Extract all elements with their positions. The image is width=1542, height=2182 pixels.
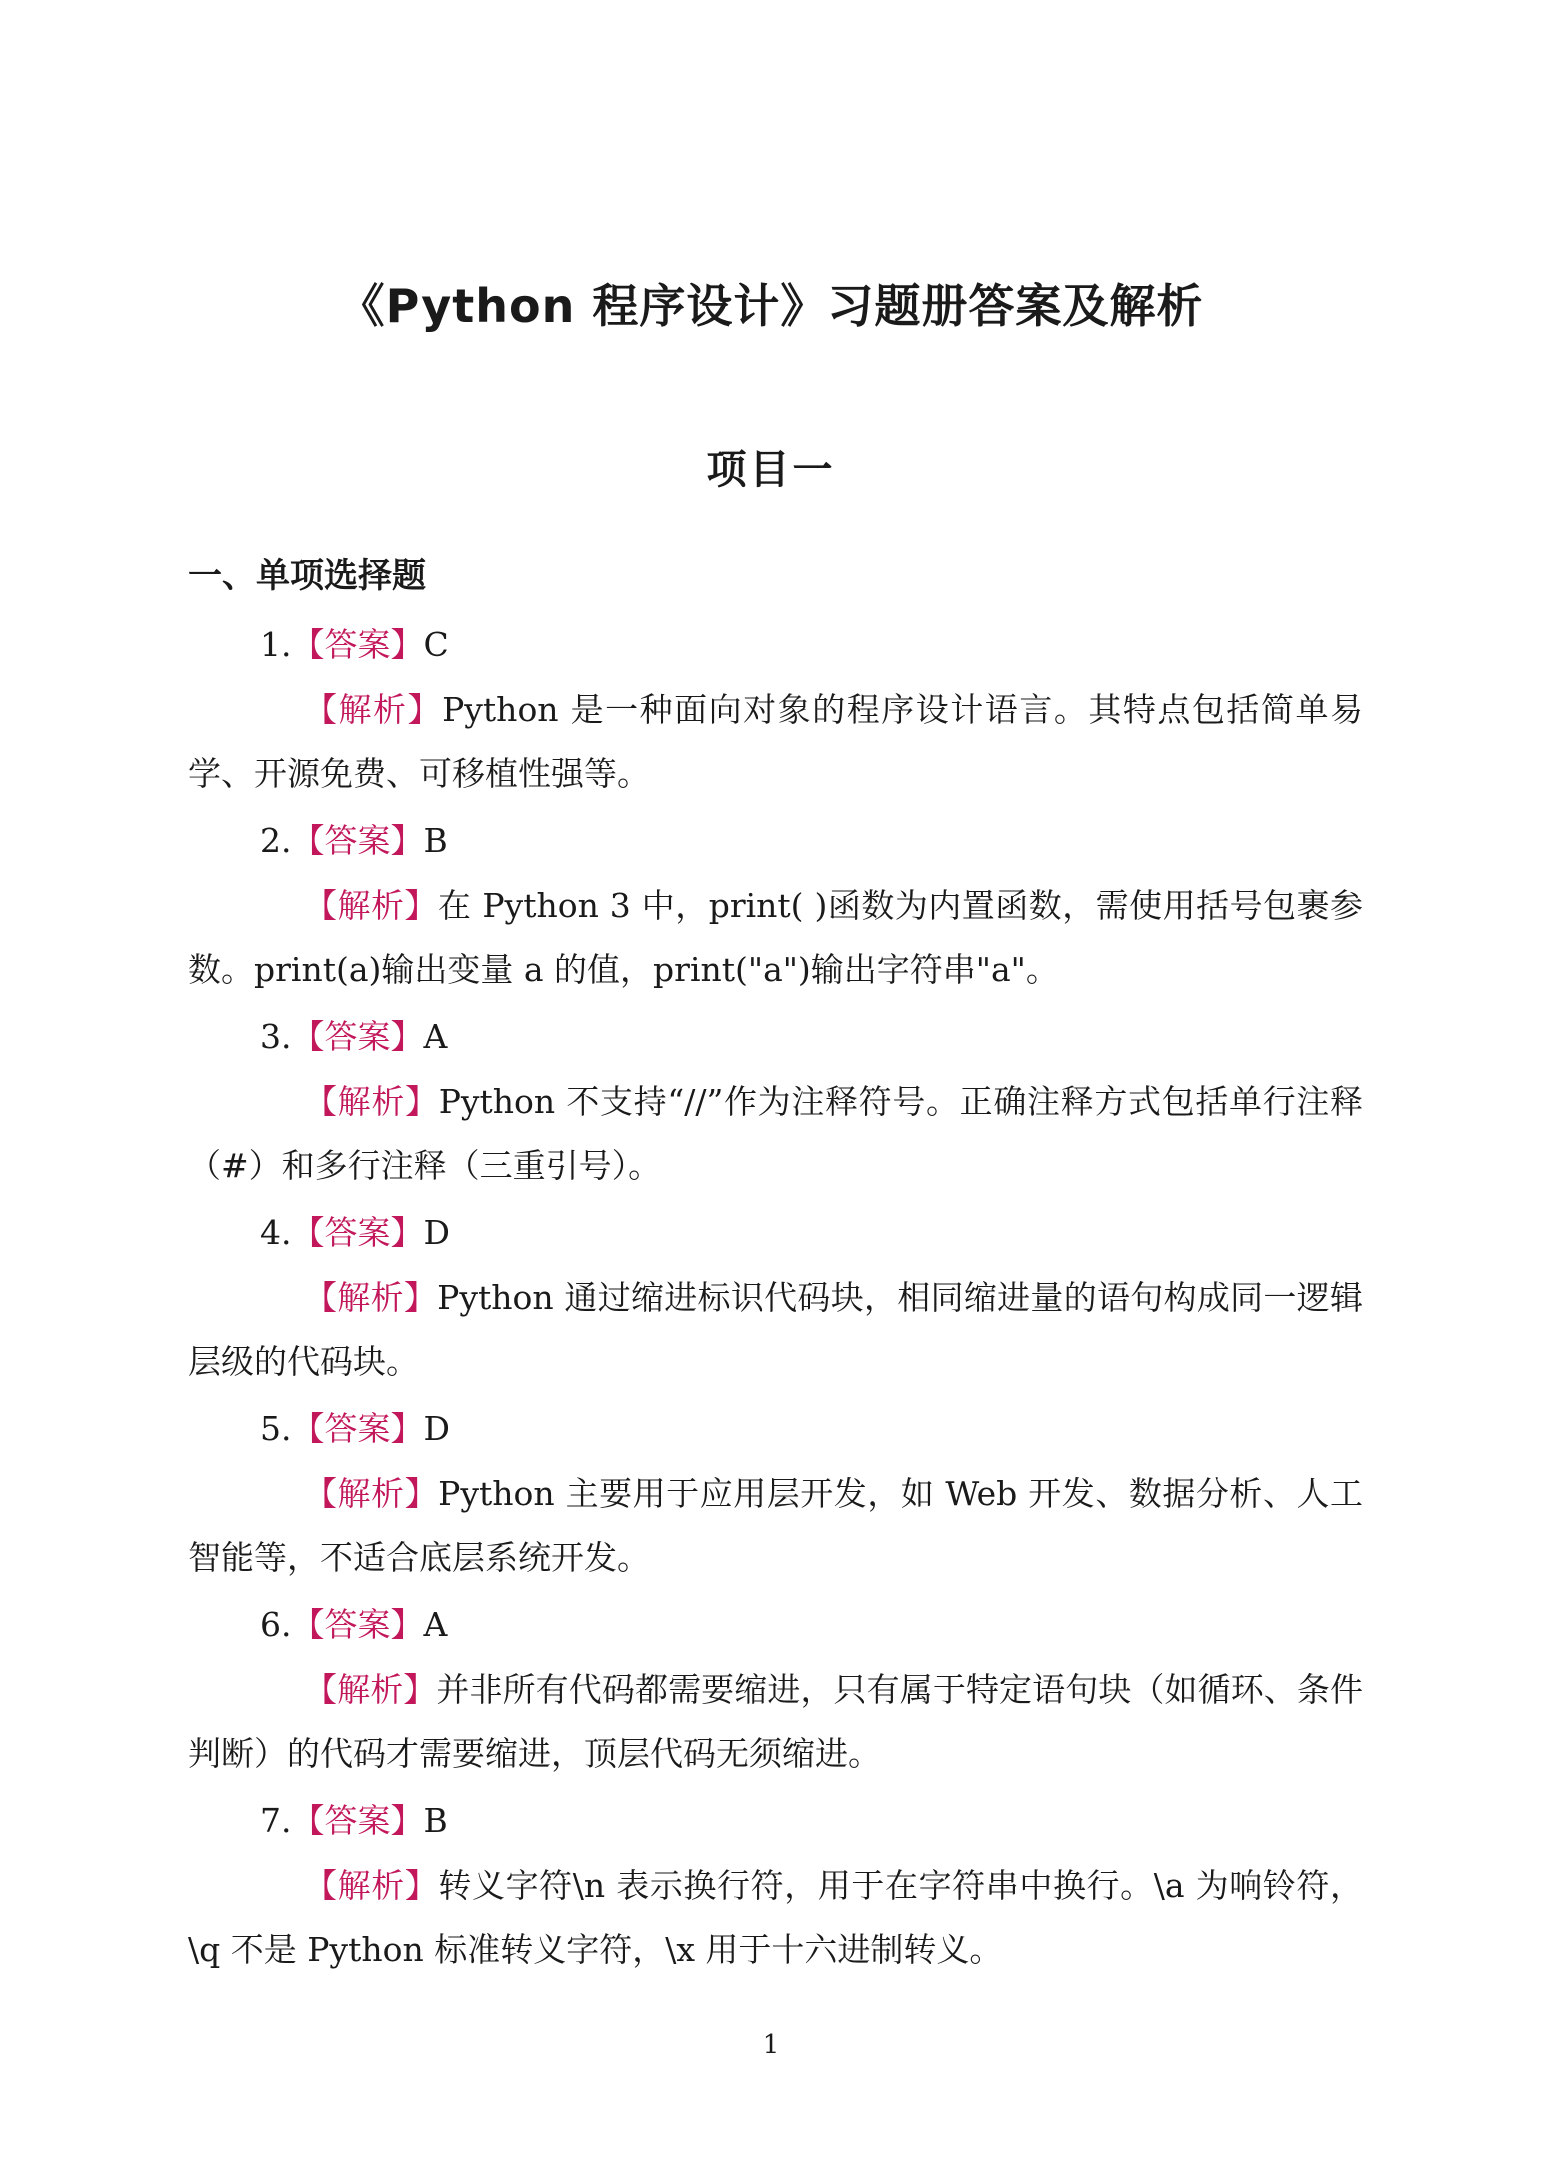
explanation-text: Python 是一种面向对象的程序设计语言。其特点包括简单易学、开源免费、可移植性强等。 [188,690,1363,793]
answer-line [188,1788,1363,1854]
answer-line [188,1592,1363,1658]
explanation-text: Python 主要用于应用层开发，如 Web 开发、数据分析、人工智能等，不适合底层系统开发。 [188,1474,1364,1577]
explain-tag: 【解析】 [304,1866,439,1905]
question-item-5 [188,1396,1363,1590]
explanation-text: Python 通过缩进标识代码块，相同缩进量的语句构成同一逻辑层级的代码块。 [188,1278,1363,1381]
answer-value: B [423,821,448,860]
explain-tag: 【解析】 [304,1474,439,1513]
explanation-text: 并非所有代码都需要缩进，只有属于特定语句块（如循环、条件判断）的代码才需要缩进，顶层代码无须缩进。 [188,1670,1364,1773]
answer-line [188,1004,1363,1070]
answer-tag: 【答案】 [291,1605,424,1644]
question-number: 5. [260,1409,292,1448]
answer-line [188,808,1363,874]
question-item-7 [188,1788,1363,1982]
answer-value: C [423,625,449,664]
explanation [188,1658,1363,1786]
section-heading: 一、单项选择题 [188,556,426,596]
explain-tag: 【解析】 [304,1670,437,1709]
answer-value: A [423,1605,448,1644]
question-item-4 [188,1200,1363,1394]
question-item-6 [188,1592,1363,1786]
answer-tag: 【答案】 [291,625,424,664]
question-number: 6. [260,1605,292,1644]
explanation [188,1462,1363,1590]
explanation [188,1854,1363,1982]
explain-tag: 【解析】 [304,690,443,729]
answer-value: B [423,1801,448,1840]
explain-tag: 【解析】 [304,886,438,925]
page-number: 1 [762,2030,780,2060]
question-number: 4. [260,1213,292,1252]
question-number: 2. [260,821,292,860]
answer-value: D [423,1213,450,1252]
answer-line [188,1200,1363,1266]
explanation-text: Python 不支持“//”作为注释符号。正确注释方式包括单行注释（#）和多行注释（三重引号）。 [188,1082,1364,1185]
document-title: 《Python 程序设计》习题册答案及解析 [338,279,1204,333]
question-number: 7. [260,1801,292,1840]
answer-tag: 【答案】 [291,1409,424,1448]
answer-tag: 【答案】 [291,1017,424,1056]
answer-tag: 【答案】 [291,1801,424,1840]
explanation-text: 转义字符\n 表示换行符，用于在字符串中换行。\a 为响铃符，\q 不是 Python 标准转义字符，\x 用于十六进制转义。 [188,1866,1363,1969]
explanation [188,1266,1363,1394]
answer-value: D [423,1409,450,1448]
explanation [188,1070,1363,1198]
answer-value: A [423,1017,448,1056]
answer-line [188,612,1363,678]
explanation-text: 在 Python 3 中，print( )函数为内置函数，需使用括号包裹参数。print(a)输出变量 a 的值，print("a")输出字符串"a"。 [188,886,1364,989]
answer-tag: 【答案】 [291,821,424,860]
explanation [188,678,1363,806]
question-number: 1. [260,625,292,664]
question-item-1 [188,612,1363,806]
explanation [188,874,1363,1002]
answer-tag: 【答案】 [291,1213,424,1252]
question-number: 3. [260,1017,292,1056]
answer-line [188,1396,1363,1462]
explain-tag: 【解析】 [304,1278,438,1317]
question-item-2 [188,808,1363,1002]
question-item-3 [188,1004,1363,1198]
project-title: 项目一 [706,447,836,493]
question-list [188,612,1363,1984]
explain-tag: 【解析】 [304,1082,439,1121]
